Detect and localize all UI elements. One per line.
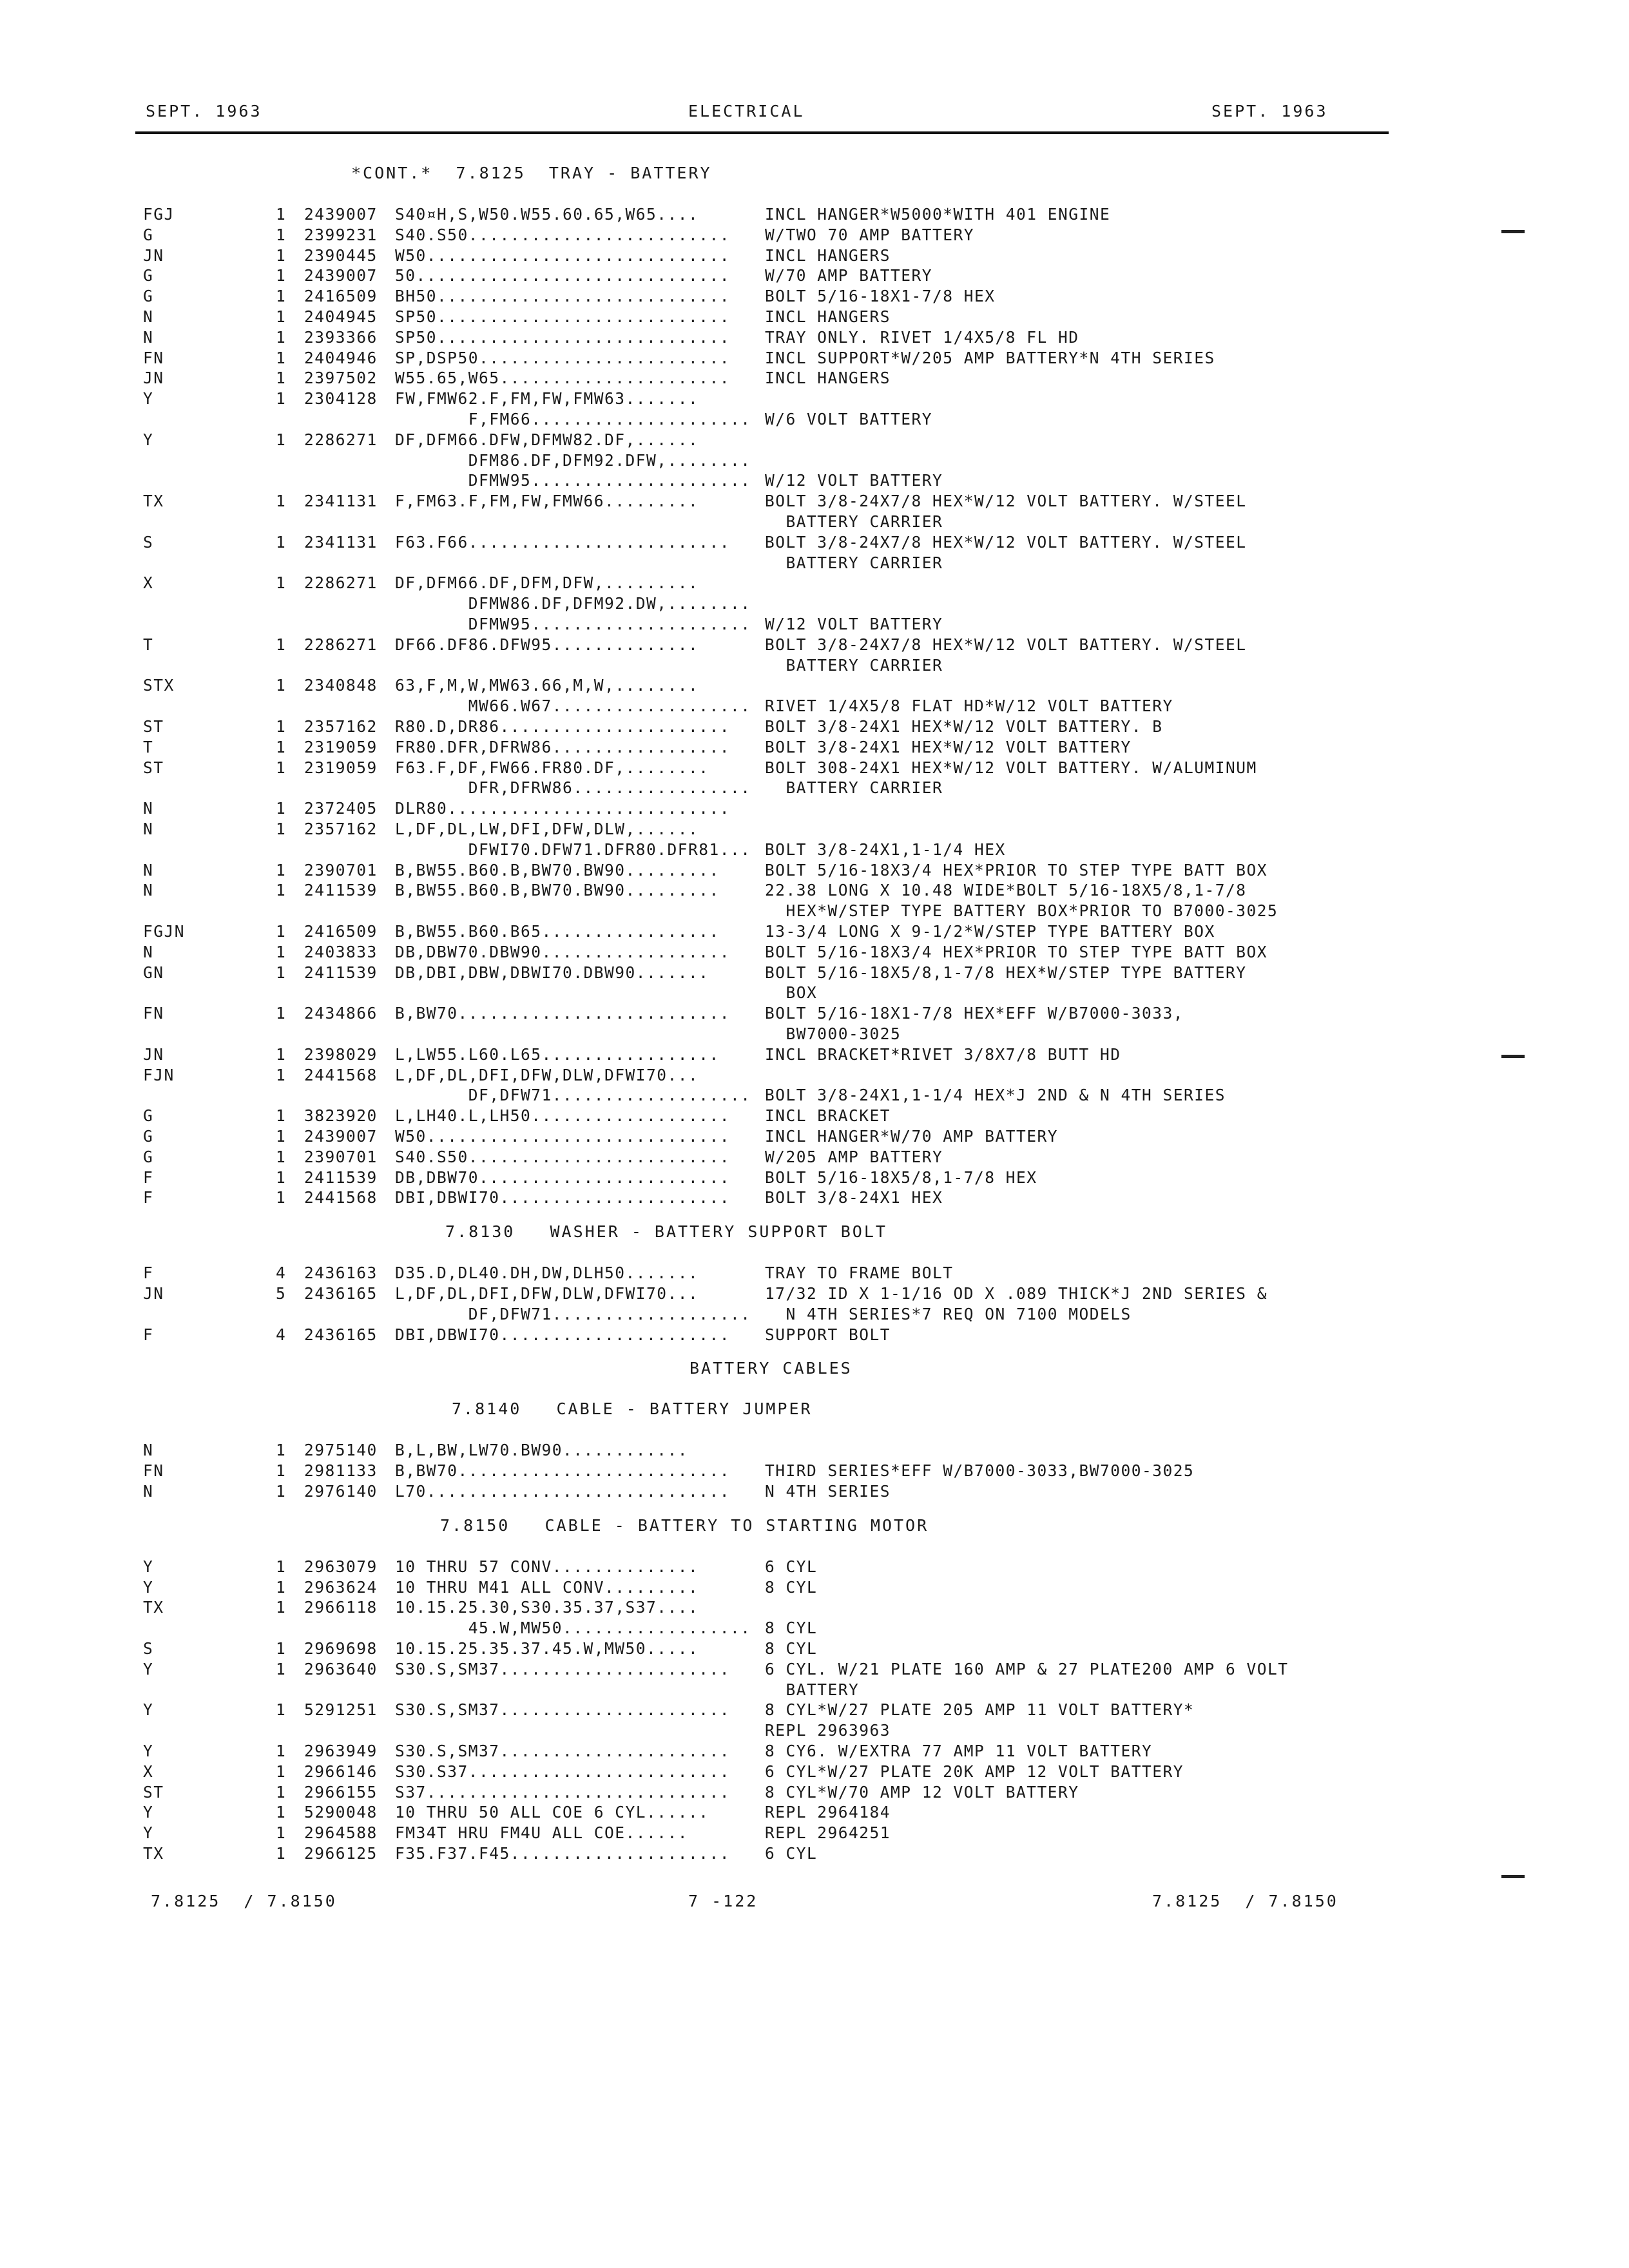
description-cell: BATTERY CARRIER <box>765 553 943 572</box>
qty-cell: 1 <box>276 922 287 941</box>
section-heading: 7.8150 CABLE - BATTERY TO STARTING MOTOR <box>440 1515 929 1535</box>
description-cell: REPL 2964251 <box>765 1823 891 1843</box>
code-cell: Y <box>143 1557 154 1576</box>
part-number-cell: 2399231 <box>304 225 378 244</box>
part-number-cell: 5291251 <box>304 1700 378 1720</box>
models-cell: L70............................. <box>395 1482 731 1501</box>
description-cell: W/205 AMP BATTERY <box>765 1147 943 1166</box>
models-cell: F35.F37.F45..................... <box>395 1844 731 1863</box>
models-cell: S40¤H,S,W50.W55.60.65,W65.... <box>395 205 699 224</box>
models-cell: DLR80........................... <box>395 799 731 818</box>
qty-cell: 1 <box>276 245 287 265</box>
description-cell: BATTERY CARRIER <box>765 778 943 798</box>
code-cell: ST <box>143 758 164 777</box>
description-cell: 22.38 LONG X 10.48 WIDE*BOLT 5/16-18X5/8,1-7/8 <box>765 881 1247 900</box>
code-cell: ST <box>143 1782 164 1802</box>
code-cell: G <box>143 287 154 306</box>
part-number-cell: 2393366 <box>304 327 378 347</box>
qty-cell: 1 <box>276 1127 287 1146</box>
qty-cell: 1 <box>276 1844 287 1863</box>
models-cell: W50............................. <box>395 1127 731 1146</box>
part-number-cell: 2341131 <box>304 532 378 552</box>
code-cell: GN <box>143 963 164 982</box>
code-cell: N <box>143 820 154 838</box>
description-cell: INCL HANGER*W5000*WITH 401 ENGINE <box>765 205 1111 224</box>
models-cell: DB,DBW70........................ <box>395 1168 731 1187</box>
code-cell: Y <box>143 1823 154 1843</box>
part-number-cell: 2397502 <box>304 369 378 388</box>
code-cell: STX <box>143 676 175 695</box>
code-cell: JN <box>143 369 164 388</box>
models-cell: L,LW55.L60.L65................. <box>395 1044 720 1064</box>
part-number-cell: 2436165 <box>304 1284 378 1303</box>
code-cell: N <box>143 307 154 326</box>
description-cell: 6 CYL <box>765 1557 818 1576</box>
code-cell: F <box>143 1168 154 1187</box>
header-rule <box>135 131 1389 134</box>
models-cell: 63,F,M,W,MW63.66,M,W,........ <box>395 676 699 695</box>
description-cell: INCL BRACKET <box>765 1106 891 1126</box>
qty-cell: 1 <box>276 287 287 306</box>
models-cell: DF,DFW71................... <box>395 1086 751 1105</box>
models-cell: F63.F66......................... <box>395 532 731 552</box>
description-cell: INCL HANGERS <box>765 369 891 388</box>
part-number-cell: 2441568 <box>304 1188 378 1207</box>
qty-cell: 1 <box>276 717 287 736</box>
part-number-cell: 2304128 <box>304 389 378 408</box>
part-number-cell: 2357162 <box>304 820 378 838</box>
description-cell: W/6 VOLT BATTERY <box>765 410 933 428</box>
description-cell: W/70 AMP BATTERY <box>765 266 933 285</box>
models-cell: MW66.W67................... <box>395 697 751 716</box>
models-cell: W55.65,W65...................... <box>395 369 731 388</box>
description-cell: N 4TH SERIES <box>765 1482 891 1501</box>
footer-range-left: 7.8125 / 7.8150 <box>151 1892 337 1910</box>
header-title: ELECTRICAL <box>688 102 805 120</box>
description-cell: BATTERY CARRIER <box>765 512 943 531</box>
part-number-cell: 2976140 <box>304 1482 378 1501</box>
qty-cell: 1 <box>276 676 287 695</box>
description-cell: TRAY TO FRAME BOLT <box>765 1264 954 1283</box>
description-cell: SUPPORT BOLT <box>765 1325 891 1344</box>
part-number-cell: 2403833 <box>304 942 378 961</box>
description-cell: 8 CYL <box>765 1619 818 1638</box>
qty-cell: 1 <box>276 1065 287 1084</box>
models-cell: DF,DFM66.DF,DFM,DFW,......... <box>395 573 699 593</box>
qty-cell: 1 <box>276 963 287 982</box>
description-cell: HEX*W/STEP TYPE BATTERY BOX*PRIOR TO B7000-3025 <box>765 901 1278 921</box>
section-heading: 7.8140 CABLE - BATTERY JUMPER <box>452 1399 813 1419</box>
part-number-cell: 2966155 <box>304 1782 378 1802</box>
qty-cell: 1 <box>276 758 287 777</box>
code-cell: F <box>143 1188 154 1207</box>
code-cell: N <box>143 327 154 347</box>
description-cell: N 4TH SERIES*7 REQ ON 7100 MODELS <box>765 1304 1132 1323</box>
description-cell: BOLT 3/8-24X1,1-1/4 HEX*J 2ND & N 4TH SERIES <box>765 1086 1226 1105</box>
part-number-cell: 2963624 <box>304 1577 378 1597</box>
description-cell: BOLT 308-24X1 HEX*W/12 VOLT BATTERY. W/ALUMINUM <box>765 758 1257 777</box>
qty-cell: 1 <box>276 1823 287 1843</box>
code-cell: FN <box>143 348 164 367</box>
code-cell: S <box>143 1639 154 1658</box>
part-number-cell: 2981133 <box>304 1461 378 1481</box>
header-date-left: SEPT. 1963 <box>146 102 262 120</box>
description-cell: W/12 VOLT BATTERY <box>765 471 943 490</box>
code-cell: N <box>143 1482 154 1501</box>
qty-cell: 1 <box>276 1188 287 1207</box>
margin-mark <box>1501 230 1525 233</box>
code-cell: JN <box>143 1284 164 1303</box>
description-cell: BOLT 5/16-18X5/8,1-7/8 HEX <box>765 1168 1037 1187</box>
models-cell: F,FM66..................... <box>395 410 751 428</box>
code-cell: N <box>143 799 154 818</box>
part-number-cell: 2964588 <box>304 1823 378 1843</box>
part-number-cell: 2963079 <box>304 1557 378 1576</box>
code-cell: Y <box>143 430 154 449</box>
qty-cell: 1 <box>276 389 287 408</box>
code-cell: X <box>143 1762 154 1781</box>
code-cell: FJN <box>143 1065 175 1084</box>
models-cell: DBI,DBWI70...................... <box>395 1325 731 1344</box>
code-cell: Y <box>143 1700 154 1720</box>
description-cell: 6 CYL. W/21 PLATE 160 AMP & 27 PLATE200 AMP 6 VOLT <box>765 1659 1289 1678</box>
description-cell: W/12 VOLT BATTERY <box>765 615 943 633</box>
models-cell: 10 THRU 50 ALL COE 6 CYL...... <box>395 1803 709 1822</box>
part-number-cell: 2434866 <box>304 1004 378 1023</box>
qty-cell: 1 <box>276 1577 287 1597</box>
code-cell: F <box>143 1264 154 1283</box>
description-cell: INCL HANGERS <box>765 307 891 326</box>
part-number-cell: 2411539 <box>304 963 378 982</box>
qty-cell: 1 <box>276 348 287 367</box>
code-cell: TX <box>143 1844 164 1863</box>
part-number-cell: 2319059 <box>304 737 378 756</box>
models-cell: B,BW55.B60.B,BW70.BW90......... <box>395 860 720 879</box>
qty-cell: 1 <box>276 1044 287 1064</box>
qty-cell: 1 <box>276 1803 287 1822</box>
qty-cell: 1 <box>276 635 287 654</box>
qty-cell: 1 <box>276 820 287 838</box>
models-cell: FM34T HRU FM4U ALL COE...... <box>395 1823 689 1843</box>
header-date-right: SEPT. 1963 <box>1211 102 1328 120</box>
models-cell: 10 THRU 57 CONV.............. <box>395 1557 699 1576</box>
qty-cell: 1 <box>276 225 287 244</box>
description-cell: 13-3/4 LONG X 9-1/2*W/STEP TYPE BATTERY BOX <box>765 922 1215 941</box>
models-cell: DF,DFM66.DFW,DFMW82.DF,...... <box>395 430 699 449</box>
models-cell: B,L,BW,LW70.BW90............ <box>395 1441 689 1460</box>
part-number-cell: 2411539 <box>304 1168 378 1187</box>
code-cell: Y <box>143 1577 154 1597</box>
qty-cell: 1 <box>276 860 287 879</box>
code-cell: Y <box>143 1803 154 1822</box>
code-cell: T <box>143 737 154 756</box>
part-number-cell: 2390445 <box>304 245 378 265</box>
section-heading: *CONT.* 7.8125 TRAY - BATTERY <box>351 164 712 182</box>
models-cell: S30.S37......................... <box>395 1762 731 1781</box>
part-number-cell: 2963640 <box>304 1659 378 1678</box>
models-cell: DFMW95..................... <box>395 471 751 490</box>
qty-cell: 1 <box>276 1742 287 1760</box>
description-cell: INCL SUPPORT*W/205 AMP BATTERY*N 4TH SERIES <box>765 348 1215 367</box>
models-cell: S30.S,SM37...................... <box>395 1700 731 1720</box>
description-cell: BOLT 3/8-24X7/8 HEX*W/12 VOLT BATTERY. W/STEEL <box>765 532 1247 552</box>
part-number-cell: 2439007 <box>304 205 378 224</box>
models-cell: FR80.DFR,DFRW86................. <box>395 737 731 756</box>
models-cell: DF,DFW71................... <box>395 1304 751 1323</box>
part-number-cell: 2372405 <box>304 799 378 818</box>
section-heading: BATTERY CABLES <box>689 1359 853 1378</box>
description-cell: INCL HANGERS <box>765 245 891 265</box>
qty-cell: 4 <box>276 1264 287 1283</box>
qty-cell: 1 <box>276 881 287 900</box>
footer-range-right: 7.8125 / 7.8150 <box>1152 1892 1338 1910</box>
description-cell: BOLT 3/8-24X1,1-1/4 HEX <box>765 840 1006 859</box>
models-cell: B,BW70.......................... <box>395 1004 731 1023</box>
models-cell: 50.............................. <box>395 266 731 285</box>
qty-cell: 1 <box>276 1482 287 1501</box>
models-cell: S40.S50......................... <box>395 225 731 244</box>
qty-cell: 1 <box>276 266 287 285</box>
part-number-cell: 2390701 <box>304 860 378 879</box>
description-cell: BW7000-3025 <box>765 1024 901 1043</box>
models-cell: DB,DBW70.DBW90.................. <box>395 942 731 961</box>
code-cell: N <box>143 860 154 879</box>
models-cell: 10 THRU M41 ALL CONV......... <box>395 1577 699 1597</box>
part-number-cell: 2411539 <box>304 881 378 900</box>
qty-cell: 1 <box>276 205 287 224</box>
part-number-cell: 2963949 <box>304 1742 378 1760</box>
code-cell: N <box>143 1441 154 1460</box>
models-cell: L,LH40.L,LH50................... <box>395 1106 731 1126</box>
description-cell: 6 CYL <box>765 1844 818 1863</box>
qty-cell: 1 <box>276 369 287 388</box>
part-number-cell: 2340848 <box>304 676 378 695</box>
description-cell: BOLT 5/16-18X3/4 HEX*PRIOR TO STEP TYPE BATT BOX <box>765 942 1268 961</box>
code-cell: JN <box>143 245 164 265</box>
part-number-cell: 5290048 <box>304 1803 378 1822</box>
page-number: 7 -122 <box>688 1892 758 1910</box>
code-cell: G <box>143 1147 154 1166</box>
qty-cell: 5 <box>276 1284 287 1303</box>
description-cell: RIVET 1/4X5/8 FLAT HD*W/12 VOLT BATTERY <box>765 697 1173 716</box>
qty-cell: 1 <box>276 737 287 756</box>
part-number-cell: 2286271 <box>304 430 378 449</box>
part-number-cell: 2969698 <box>304 1639 378 1658</box>
code-cell: S <box>143 532 154 552</box>
models-cell: L,DF,DL,DFI,DFW,DLW,DFWI70... <box>395 1065 699 1084</box>
code-cell: FGJN <box>143 922 186 941</box>
code-cell: Y <box>143 1742 154 1760</box>
part-number-cell: 2341131 <box>304 492 378 511</box>
margin-mark <box>1501 1055 1525 1058</box>
part-number-cell: 2439007 <box>304 266 378 285</box>
models-cell: DFMW95..................... <box>395 615 751 633</box>
description-cell: BOLT 3/8-24X1 HEX*W/12 VOLT BATTERY. B <box>765 717 1163 736</box>
code-cell: G <box>143 1127 154 1146</box>
description-cell: TRAY ONLY. RIVET 1/4X5/8 FL HD <box>765 327 1079 347</box>
qty-cell: 1 <box>276 1782 287 1802</box>
code-cell: X <box>143 573 154 593</box>
code-cell: G <box>143 266 154 285</box>
margin-mark <box>1501 1875 1525 1878</box>
qty-cell: 1 <box>276 942 287 961</box>
code-cell: G <box>143 225 154 244</box>
part-number-cell: 2416509 <box>304 287 378 306</box>
description-cell: 8 CYL*W/70 AMP 12 VOLT BATTERY <box>765 1782 1079 1802</box>
part-number-cell: 2441568 <box>304 1065 378 1084</box>
models-cell: S37............................. <box>395 1782 731 1802</box>
part-number-cell: 2966125 <box>304 1844 378 1863</box>
models-cell: DBI,DBWI70...................... <box>395 1188 731 1207</box>
code-cell: ST <box>143 717 164 736</box>
code-cell: JN <box>143 1044 164 1064</box>
qty-cell: 1 <box>276 430 287 449</box>
models-cell: S40.S50......................... <box>395 1147 731 1166</box>
qty-cell: 1 <box>276 573 287 593</box>
description-cell: BOLT 3/8-24X7/8 HEX*W/12 VOLT BATTERY. W/STEEL <box>765 635 1247 654</box>
part-number-cell: 2286271 <box>304 635 378 654</box>
code-cell: Y <box>143 389 154 408</box>
description-cell: INCL BRACKET*RIVET 3/8X7/8 BUTT HD <box>765 1044 1121 1064</box>
qty-cell: 1 <box>276 1557 287 1576</box>
part-number-cell: 2398029 <box>304 1044 378 1064</box>
part-number-cell: 2416509 <box>304 922 378 941</box>
code-cell: FN <box>143 1461 164 1481</box>
code-cell: N <box>143 881 154 900</box>
qty-cell: 1 <box>276 532 287 552</box>
description-cell: BOX <box>765 983 818 1003</box>
part-number-cell: 2966118 <box>304 1598 378 1617</box>
description-cell: 8 CY6. W/EXTRA 77 AMP 11 VOLT BATTERY <box>765 1742 1153 1760</box>
description-cell: BOLT 3/8-24X1 HEX*W/12 VOLT BATTERY <box>765 737 1132 756</box>
models-cell: BH50............................ <box>395 287 731 306</box>
models-cell: 10.15.25.35.37.45.W,MW50..... <box>395 1639 699 1658</box>
qty-cell: 1 <box>276 1147 287 1166</box>
qty-cell: 1 <box>276 492 287 511</box>
part-number-cell: 2319059 <box>304 758 378 777</box>
section-heading: 7.8130 WASHER - BATTERY SUPPORT BOLT <box>445 1222 887 1242</box>
qty-cell: 1 <box>276 327 287 347</box>
models-cell: 45.W,MW50.................. <box>395 1619 751 1638</box>
models-cell: F,FM63.F,FM,FW,FMW66......... <box>395 492 699 511</box>
description-cell: BOLT 5/16-18X5/8,1-7/8 HEX*W/STEP TYPE BATTERY <box>765 963 1247 982</box>
code-cell: TX <box>143 492 164 511</box>
qty-cell: 1 <box>276 1762 287 1781</box>
models-cell: B,BW55.B60.B,BW70.BW90......... <box>395 881 720 900</box>
code-cell: F <box>143 1325 154 1344</box>
code-cell: FGJ <box>143 205 175 224</box>
models-cell: SP,DSP50........................ <box>395 348 731 367</box>
models-cell: B,BW55.B60.B65................. <box>395 922 720 941</box>
models-cell: L,DF,DL,DFI,DFW,DLW,DFWI70... <box>395 1284 699 1303</box>
qty-cell: 1 <box>276 1659 287 1678</box>
models-cell: B,BW70.......................... <box>395 1461 731 1481</box>
models-cell: L,DF,DL,LW,DFI,DFW,DLW,...... <box>395 820 699 838</box>
code-cell: TX <box>143 1598 164 1617</box>
qty-cell: 1 <box>276 799 287 818</box>
qty-cell: 1 <box>276 1598 287 1617</box>
code-cell: N <box>143 942 154 961</box>
code-cell: Y <box>143 1659 154 1678</box>
qty-cell: 1 <box>276 1639 287 1658</box>
qty-cell: 4 <box>276 1325 287 1344</box>
part-number-cell: 2404945 <box>304 307 378 326</box>
code-cell: T <box>143 635 154 654</box>
models-cell: S30.S,SM37...................... <box>395 1742 731 1760</box>
description-cell: REPL 2963963 <box>765 1721 891 1740</box>
models-cell: R80.D,DR86...................... <box>395 717 731 736</box>
part-number-cell: 2439007 <box>304 1127 378 1146</box>
description-cell: REPL 2964184 <box>765 1803 891 1822</box>
qty-cell: 1 <box>276 1700 287 1720</box>
description-cell: W/TWO 70 AMP BATTERY <box>765 225 975 244</box>
models-cell: DF66.DF86.DFW95.............. <box>395 635 699 654</box>
part-number-cell: 2966146 <box>304 1762 378 1781</box>
models-cell: DFR,DFRW86................. <box>395 778 751 798</box>
description-cell: BOLT 3/8-24X7/8 HEX*W/12 VOLT BATTERY. W/STEEL <box>765 492 1247 511</box>
models-cell: DFM86.DF,DFM92.DFW,........ <box>395 450 751 470</box>
description-cell: 8 CYL <box>765 1577 818 1597</box>
part-number-cell: 2286271 <box>304 573 378 593</box>
description-cell: 6 CYL*W/27 PLATE 20K AMP 12 VOLT BATTERY <box>765 1762 1184 1781</box>
code-cell: FN <box>143 1004 164 1023</box>
part-number-cell: 2404946 <box>304 348 378 367</box>
description-cell: INCL HANGER*W/70 AMP BATTERY <box>765 1127 1059 1146</box>
qty-cell: 1 <box>276 1004 287 1023</box>
models-cell: W50............................. <box>395 245 731 265</box>
description-cell: BOLT 5/16-18X3/4 HEX*PRIOR TO STEP TYPE BATT BOX <box>765 860 1268 879</box>
description-cell: 8 CYL*W/27 PLATE 205 AMP 11 VOLT BATTERY* <box>765 1700 1195 1720</box>
models-cell: DFWI70.DFW71.DFR80.DFR81... <box>395 840 751 859</box>
models-cell: S30.S,SM37...................... <box>395 1659 731 1678</box>
part-number-cell: 2390701 <box>304 1147 378 1166</box>
models-cell: D35.D,DL40.DH,DW,DLH50....... <box>395 1264 699 1283</box>
description-cell: BATTERY <box>765 1680 860 1699</box>
models-cell: FW,FMW62.F,FM,FW,FMW63....... <box>395 389 699 408</box>
part-number-cell: 2975140 <box>304 1441 378 1460</box>
qty-cell: 1 <box>276 1106 287 1126</box>
description-cell: BATTERY CARRIER <box>765 655 943 675</box>
description-cell: 8 CYL <box>765 1639 818 1658</box>
part-number-cell: 3823920 <box>304 1106 378 1126</box>
models-cell: DB,DBI,DBW,DBWI70.DBW90....... <box>395 963 709 982</box>
part-number-cell: 2436165 <box>304 1325 378 1344</box>
qty-cell: 1 <box>276 1441 287 1460</box>
description-cell: BOLT 5/16-18X1-7/8 HEX*EFF W/B7000-3033, <box>765 1004 1184 1023</box>
description-cell: BOLT 5/16-18X1-7/8 HEX <box>765 287 996 306</box>
qty-cell: 1 <box>276 307 287 326</box>
models-cell: SP50............................ <box>395 327 731 347</box>
description-cell: 17/32 ID X 1-1/16 OD X .089 THICK*J 2ND SERIES & <box>765 1284 1268 1303</box>
part-number-cell: 2436163 <box>304 1264 378 1283</box>
description-cell: BOLT 3/8-24X1 HEX <box>765 1188 943 1207</box>
qty-cell: 1 <box>276 1168 287 1187</box>
models-cell: F63.F,DF,FW66.FR80.DF,........ <box>395 758 709 777</box>
models-cell: DFMW86.DF,DFM92.DW,........ <box>395 594 751 613</box>
models-cell: SP50............................ <box>395 307 731 326</box>
code-cell: G <box>143 1106 154 1126</box>
part-number-cell: 2357162 <box>304 717 378 736</box>
models-cell: 10.15.25.30,S30.35.37,S37.... <box>395 1598 699 1617</box>
qty-cell: 1 <box>276 1461 287 1481</box>
description-cell: THIRD SERIES*EFF W/B7000-3033,BW7000-3025 <box>765 1461 1195 1481</box>
